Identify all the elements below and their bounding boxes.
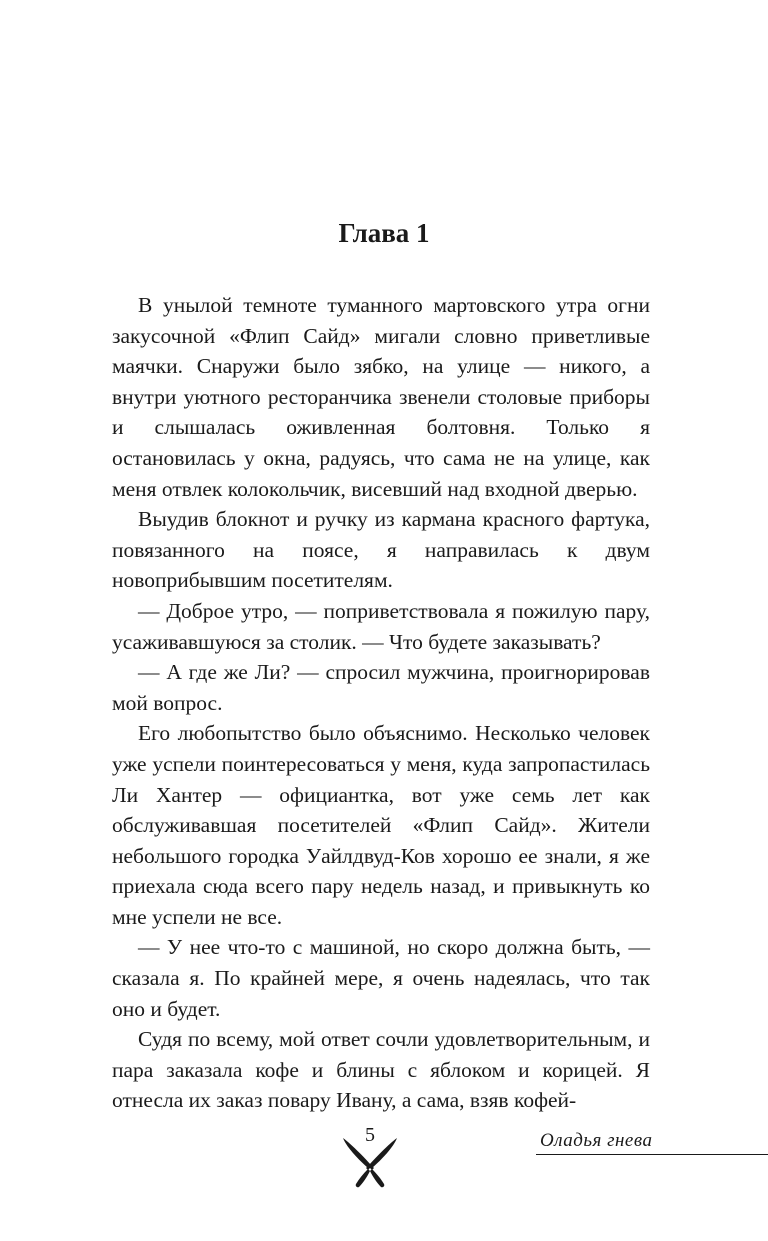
paragraph: — У нее что-то с машиной, но скоро должна быть, — сказала я. По крайней мере, я очень надеялась, что так оно и будет. [112, 935, 650, 1021]
page-footer [0, 1122, 768, 1182]
paragraph: Его любопытство было объяснимо. Несколько человек уже успели поинтересоваться у меня, куда запропастилась Ли Хантер — официантка, вот уже семь лет как обслуживавшая посетителей «Флип Сайд». Жители небольшого городка Уайлдвуд-Ков хорошо ее знали, я же приехала сюда всего пару недель назад, и привыкнуть ко мне успели не все. [112, 721, 650, 929]
paragraph: — А где же Ли? — спросил мужчина, проигнорировав мой вопрос. [112, 660, 650, 715]
crossed-knives-icon [337, 1134, 403, 1192]
chapter-title: Глава 1 [338, 218, 430, 248]
page-number: 5 [365, 1124, 375, 1146]
paragraph: Выудив блокнот и ручку из кармана красного фартука, повязанного на поясе, я направилась к двум новоприбывшим посетителям. [112, 507, 650, 593]
footer-rule [536, 1154, 768, 1155]
paragraph: Судя по всему, мой ответ сочли удовлетворительным, и пара заказала кофе и блины с яблоком и корицей. Я отнесла их заказ повару Ивану, а сама, взяв кофей- [112, 1027, 650, 1113]
paragraph: В унылой темноте туманного мартовского утра огни закусочной «Флип Сайд» мигали словно приветливые маячки. Снаружи было зябко, на улице — никого, а внутри уютного ресторанчика звенели столовые приборы и слышалась оживленная болтовня. Только я остановилась у окна, радуясь, что сама не на улице, как меня отвлек колокольчик, висевший над входной дверью. [112, 293, 650, 501]
paragraph: — Доброе утро, — поприветствовала я пожилую пару, усаживавшуюся за столик. — Что будете заказывать? [112, 598, 650, 654]
body-text [112, 290, 650, 1116]
running-book-title: Оладья гнева [540, 1130, 653, 1151]
